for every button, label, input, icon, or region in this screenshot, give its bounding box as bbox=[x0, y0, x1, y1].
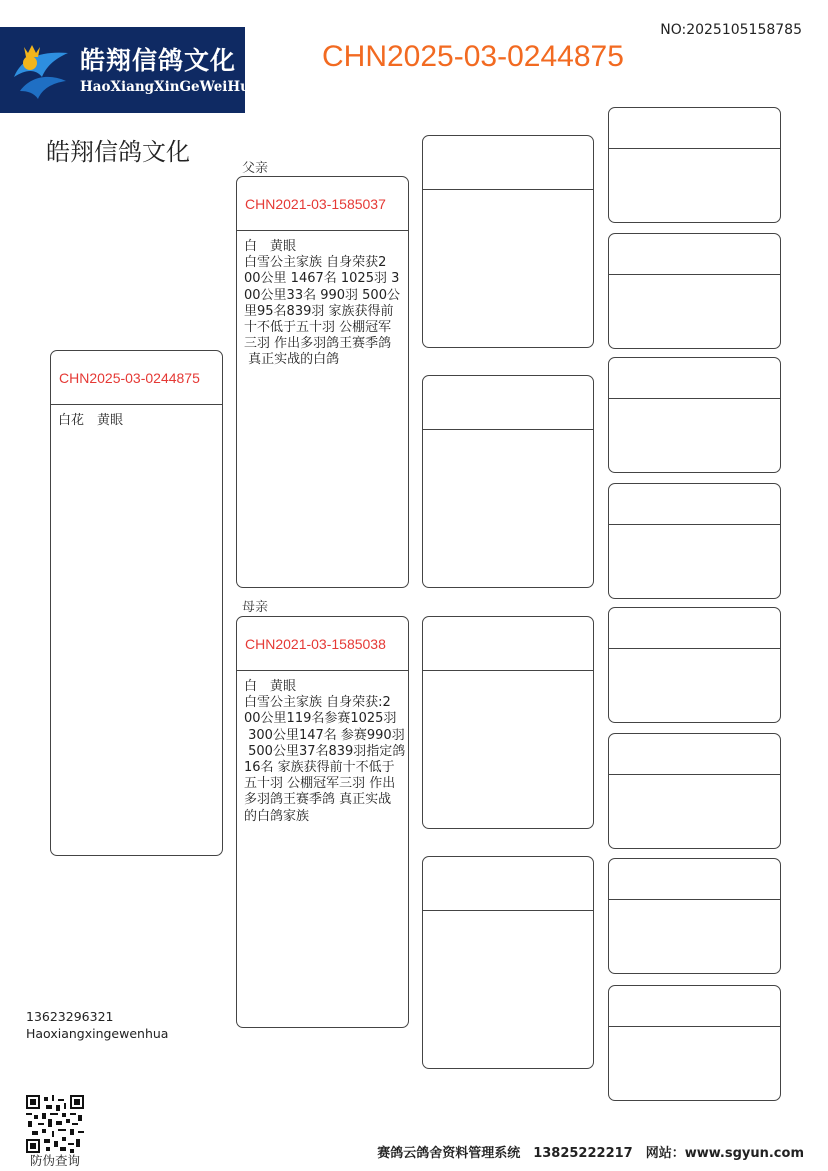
sire-card-header bbox=[237, 177, 408, 231]
sire-description bbox=[237, 231, 408, 369]
dam-description-line: 的白鸽家族 bbox=[244, 808, 310, 824]
subject-card bbox=[50, 350, 223, 856]
contact-web-name: Haoxiangxingewenhua bbox=[26, 1026, 169, 1041]
great-grandparent-card bbox=[608, 985, 781, 1101]
dam-description-line: 五十羽 公棚冠军三羽 作出 bbox=[244, 776, 396, 792]
great-grandparent-card bbox=[608, 733, 781, 849]
great-grandparent-card-header bbox=[609, 484, 780, 525]
dam-description-line: 16名 家族获得前十不低于 bbox=[244, 760, 395, 776]
qr-code-icon[interactable] bbox=[26, 1095, 84, 1153]
subject-card-header bbox=[51, 351, 222, 405]
dam-description-line: 多羽鸽王赛季鸽 真正实战 bbox=[244, 792, 392, 808]
sire-description-line: 十不低于五十羽 公棚冠军 bbox=[244, 320, 392, 336]
dam-description-line: 500公里37名839羽指定鸽 bbox=[244, 743, 406, 759]
subject-description bbox=[51, 405, 222, 429]
sire-description-line: 里95名839羽 家族获得前 bbox=[244, 303, 394, 319]
great-grandparent-card bbox=[608, 858, 781, 974]
dam-description-line: 300公里147名 参赛990羽 bbox=[244, 727, 405, 743]
document-number: NO:2025105158785 bbox=[660, 22, 802, 38]
brand-logo bbox=[0, 27, 259, 113]
great-grandparent-card-header bbox=[609, 859, 780, 900]
dam-description-line: 白雪公主家族 自身荣获:2 bbox=[244, 695, 391, 711]
brand-subtitle: HaoXiangXinGeWeiHua bbox=[80, 79, 259, 95]
dam-card bbox=[236, 616, 409, 1028]
grandparent-card-header bbox=[423, 617, 593, 671]
sire-description-line: 白 黄眼 bbox=[244, 239, 297, 254]
sire-description-line: 00公里33名 990羽 500公 bbox=[244, 287, 400, 303]
loft-name: 皓翔信鸽文化 bbox=[46, 138, 190, 166]
grandparent-card bbox=[422, 375, 594, 588]
great-grandparent-card bbox=[608, 107, 781, 223]
subject-description-line: 白花 黄眼 bbox=[58, 413, 124, 428]
sire-ring-number: CHN2021-03-1585037 bbox=[245, 195, 386, 212]
great-grandparent-card bbox=[608, 357, 781, 473]
dam-label: 母亲 bbox=[242, 600, 269, 615]
subject-ring-number: CHN2025-03-0244875 bbox=[59, 369, 200, 386]
dam-card-header bbox=[237, 617, 408, 671]
footer-text: 赛鸽云鸽舍资料管理系统 13825222217 网站：www.sgyun.com bbox=[377, 1146, 804, 1161]
great-grandparent-card-header bbox=[609, 734, 780, 775]
great-grandparent-card-header bbox=[609, 234, 780, 275]
grandparent-card-header bbox=[423, 376, 593, 430]
great-grandparent-card bbox=[608, 483, 781, 599]
dam-description bbox=[237, 671, 408, 825]
grandparent-card-header bbox=[423, 136, 593, 190]
grandparent-card bbox=[422, 616, 594, 829]
pigeon-logo-icon bbox=[8, 37, 76, 105]
qr-label: 防伪查询 bbox=[30, 1153, 81, 1168]
grandparent-card bbox=[422, 135, 594, 348]
great-grandparent-card-header bbox=[609, 986, 780, 1027]
great-grandparent-card bbox=[608, 607, 781, 723]
sire-description-line: 三羽 作出多羽鸽王赛季鸽 bbox=[244, 336, 392, 352]
contact-phone: 13623296321 bbox=[26, 1009, 114, 1024]
brand-title: 皓翔信鸽文化 bbox=[80, 46, 237, 75]
grandparent-card bbox=[422, 856, 594, 1069]
great-grandparent-card-header bbox=[609, 608, 780, 649]
grandparent-card-header bbox=[423, 857, 593, 911]
sire-description-line: 真正实战的白鸽 bbox=[244, 352, 340, 368]
sire-card bbox=[236, 176, 409, 588]
dam-description-line: 00公里119名参赛1025羽 bbox=[244, 711, 397, 727]
sire-description-line: 00公里 1467名 1025羽 3 bbox=[244, 271, 400, 287]
great-grandparent-card bbox=[608, 233, 781, 349]
dam-ring-number: CHN2021-03-1585038 bbox=[245, 635, 386, 652]
great-grandparent-card-header bbox=[609, 358, 780, 399]
dam-description-line: 白 黄眼 bbox=[244, 679, 297, 694]
great-grandparent-card-header bbox=[609, 108, 780, 149]
sire-description-line: 白雪公主家族 自身荣获2 bbox=[244, 255, 387, 271]
sire-label: 父亲 bbox=[242, 161, 269, 176]
main-ring-number: CHN2025-03-0244875 bbox=[322, 40, 624, 73]
